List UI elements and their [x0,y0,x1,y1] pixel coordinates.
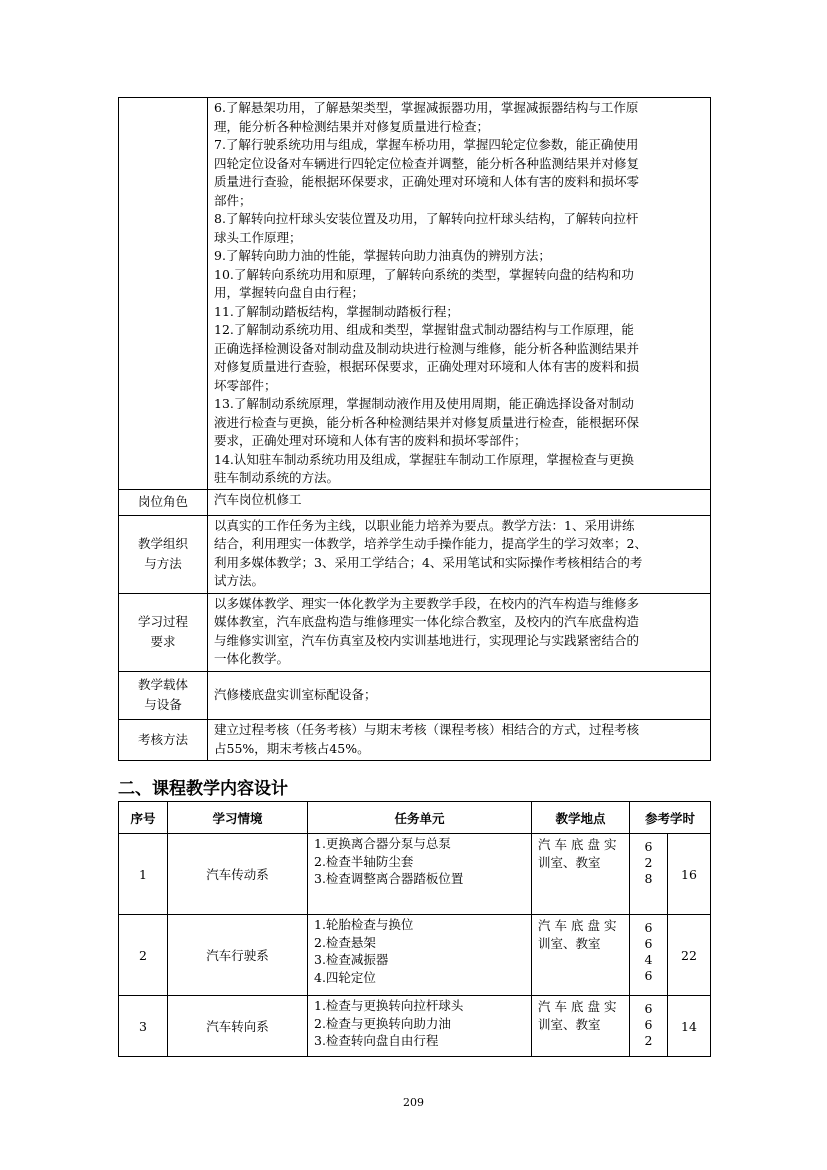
sub-hour: 6 [644,1001,653,1016]
sub-hour: 2 [644,855,653,870]
info-content-line: 汽车岗位机修工 [214,491,302,507]
header-index: 序号 [119,802,168,834]
row-location [532,915,630,996]
sub-hour: 4 [644,952,653,967]
objective-line: 用，掌握转向盘自由行程； [214,285,365,300]
info-content [208,671,711,719]
info-content [208,515,711,593]
row-sub-hours [630,834,668,915]
objective-line: 8.了解转向拉杆球头安装位置及功用，了解转向拉杆球头结构，了解转向拉杆 [214,211,639,226]
table-row [119,996,711,1057]
info-label-line: 与设备 [144,697,182,712]
location-line: 汽车底盘实 [538,918,621,933]
task-item: 2.检查悬架 [314,934,376,950]
info-row [119,671,711,719]
objectives-row [119,98,711,490]
objective-line: 驻车制动系统的方法。 [214,470,340,485]
task-item: 1.检查与更换转向拉杆球头 [314,998,464,1013]
header-hours: 参考学时 [630,802,711,834]
course-info-table [118,97,711,761]
task-item: 2.检查半轴防尘套 [314,853,414,869]
sub-hour: 6 [644,936,653,951]
row-tasks [308,996,532,1057]
sub-hour: 6 [644,1017,653,1032]
row-sub-hours [630,915,668,996]
table-header-row [119,802,711,834]
info-label-line: 岗位角色 [137,494,188,509]
row-index: 3 [119,996,168,1057]
section-title: 二、课程教学内容设计 [118,779,288,799]
row-scene: 汽车传动系 [168,834,308,915]
row-scene: 汽车转向系 [168,996,308,1057]
info-content-line: 一体化教学。 [214,651,290,666]
info-content-line: 占55%，期末考核占45%。 [214,740,370,756]
row-tasks [308,915,532,996]
objective-line: 球头工作原理； [214,229,302,245]
objective-line: 13.了解制动系统原理，掌握制动液作用及使用周期，能正确选择设备对制动 [214,396,634,411]
objective-line: 部件； [214,192,252,208]
sub-hour: 8 [644,871,653,886]
header-tasks: 任务单元 [308,802,532,834]
info-label [119,515,208,593]
header-scene: 学习情境 [168,802,308,834]
info-label-line: 考核方法 [137,731,188,747]
task-item: 1.轮胎检查与换位 [314,917,414,932]
sub-hour: 6 [644,920,653,935]
info-content-line: 建立过程考核（任务考核）与期末考核（课程考核）相结合的方式，过程考核 [214,722,640,737]
location-line: 训室、教室 [538,1017,601,1032]
info-content [208,489,711,515]
task-item: 3.检查调整离合器踏板位置 [314,871,464,886]
objective-line: 坏零部件； [214,377,277,393]
row-location [532,834,630,915]
row-scene: 汽车行驶系 [168,915,308,996]
objective-line: 12.了解制动系统功用、组成和类型，掌握钳盘式制动器结构与工作原理，能 [214,322,634,337]
info-content-line: 媒体教室，汽车底盘构造与维修理实一体化综合教室，及校内的汽车底盘构造 [214,614,640,629]
objective-line: 液进行检查与更换，能分析各种检测结果并对修复质量进行检查，能根据环保 [214,414,640,430]
objectives-cell [208,98,711,490]
sub-hour: 2 [644,1033,653,1048]
info-label-line: 与方法 [144,556,182,571]
objective-line: 对修复质量进行查验，根据环保要求，正确处理对环境和人体有害的废料和损 [214,359,640,374]
task-item: 3.检查减振器 [314,952,389,967]
location-line: 训室、教室 [538,855,601,870]
objective-line: 7.了解行驶系统功用与组成，掌握车桥功用，掌握四轮定位参数，能正确使用 [214,137,639,152]
info-label-line: 要求 [150,634,176,649]
objective-line: 四轮定位设备对车辆进行四轮定位检查并调整，能分析各种监测结果并对修复 [214,155,640,171]
info-label [119,489,208,515]
info-row [119,515,711,593]
location-line: 训室、教室 [538,936,601,951]
row-index: 2 [119,915,168,996]
objective-line: 14.认知驻车制动系统功用及组成，掌握驻车制动工作原理，掌握检查与更换 [214,451,634,467]
row-tasks [308,834,532,915]
info-row [119,593,711,671]
objective-line: 9.了解转向助力油的性能，掌握转向助力油真伪的辨别方法； [214,248,551,263]
row-total-hours: 16 [668,834,711,915]
objective-line: 理，能分析各种检测结果并对修复质量进行检查； [214,118,490,134]
row-location [532,996,630,1057]
info-content-line: 利用多媒体教学；3、采用工学结合；4、采用笔试和实际操作考核相结合的考 [214,554,643,570]
location-line: 汽车底盘实 [538,837,621,852]
info-label [119,719,208,760]
row-sub-hours [630,996,668,1057]
info-content-line: 以多媒体教学、理实一体化教学为主要教学手段，在校内的汽车构造与维修多 [214,595,640,611]
row-total-hours: 14 [668,996,711,1057]
table-row [119,834,711,915]
objective-line: 6.了解悬架功用，了解悬架类型，掌握减振器功用，掌握减振器结构与工作原 [214,100,639,115]
row-total-hours: 22 [668,915,711,996]
task-item: 1.更换离合器分泵与总泵 [314,836,451,851]
objective-line: 要求，正确处理对环境和人体有害的废料和损坏零部件； [214,433,527,448]
objective-line: 质量进行查验，能根据环保要求，正确处理对环境和人体有害的废料和损坏零 [214,174,640,189]
objective-line: 10.了解转向系统功用和原理，了解转向系统的类型，掌握转向盘的结构和功 [214,266,634,282]
info-label [119,593,208,671]
sub-hour: 6 [644,839,653,854]
info-label [119,671,208,719]
location-line: 汽车底盘实 [538,999,621,1014]
info-content-line: 以真实的工作任务为主线，以职业能力培养为要点。教学方法：1、采用讲练 [214,517,635,533]
course-content-table [118,801,711,1057]
page-number: 209 [403,1096,424,1109]
info-label-line: 教学载体 [137,677,188,692]
info-content-line: 汽修楼底盘实训室标配设备； [214,686,377,702]
info-content [208,719,711,760]
info-row [119,489,711,515]
objectives-label-cell [119,98,208,490]
info-content-line: 与维修实训室，汽车仿真室及校内实训基地进行，实现理论与实践紧密结合的 [214,632,640,648]
task-item: 2.检查与更换转向助力油 [314,1015,451,1031]
objective-line: 正确选择检测设备对制动盘及制动块进行检测与维修，能分析各种监测结果并 [214,340,640,356]
info-content-line: 结合，利用理实一体教学，培养学生动手操作能力，提高学生的学习效率；2、 [214,536,647,551]
objective-line: 11.了解制动踏板结构，掌握制动踏板行程； [214,303,459,319]
info-label-line: 教学组织 [137,536,188,551]
task-item: 3.检查转向盘自由行程 [314,1033,439,1048]
sub-hour: 6 [644,968,653,983]
header-location: 教学地点 [532,802,630,834]
row-index: 1 [119,834,168,915]
table-row [119,915,711,996]
info-label-line: 学习过程 [137,614,188,629]
info-row [119,719,711,760]
task-item: 4.四轮定位 [314,969,376,985]
info-content [208,593,711,671]
info-content-line: 试方法。 [214,573,265,588]
